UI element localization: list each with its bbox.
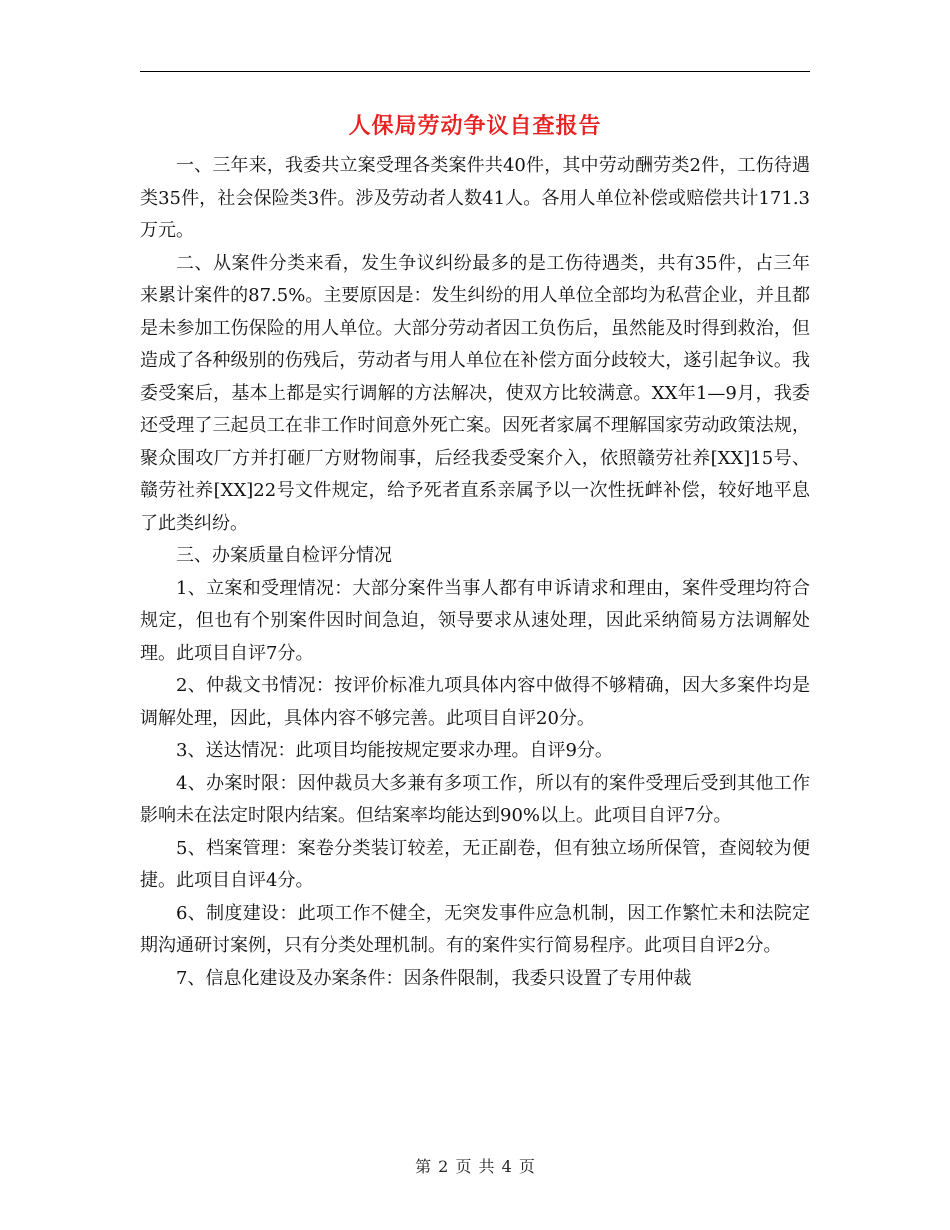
header-rule — [140, 71, 810, 72]
paragraph-item-5: 5、档案管理：案卷分类装订较差，无正副卷，但有独立场所保管，查阅较为便捷。此项目自评4分。 — [140, 837, 810, 891]
paragraph-item-7: 7、信息化建设及办案条件：因条件限制，我委只设置了专用仲裁 — [176, 967, 692, 989]
document-body — [140, 150, 810, 995]
paragraph-item-2: 2、仲裁文书情况：按评价标准九项具体内容中做得不够精确，因大多案件均是调解处理，因此，具体内容不够完善。此项目自评20分。 — [140, 675, 810, 729]
paragraph-item-3: 3、送达情况：此项目均能按规定要求办理。自评9分。 — [176, 740, 613, 761]
paragraph-section-heading: 三、办案质量自检评分情况 — [176, 545, 392, 566]
paragraph-item-4: 4、办案时限：因仲裁员大多兼有多项工作，所以有的案件受理后受到其他工作影响未在法定时限内结案。但结案率均能达到90%以上。此项目自评7分。 — [140, 772, 810, 826]
paragraph-summary: 一、三年来，我委共立案受理各类案件共40件，其中劳动酬劳类2件，工伤待遇类35件，社会保险类3件。涉及劳动者人数41人。各用人单位补偿或赔偿共计171.3万元。 — [140, 155, 810, 241]
paragraph-case-analysis: 二、从案件分类来看，发生争议纠纷最多的是工伤待遇类，共有35件，占三年来累计案件的87.5%。主要原因是：发生纠纷的用人单位全部均为私营企业，并且都是未参加工伤保险的用人单位。大部分劳动者因工负伤后，虽然能及时得到救治，但造成了各种级别的伤残后，劳动者与用人单位在补偿方面分歧较大，遂引起争议。我委受案后，基本上都是实行调解的方法解决，使双方比较满意。XX年1—9月，我委还受理了三起员工在非工作时间意外死亡案。因死者家属不理解国家劳动政策法规，聚众围攻厂方并打砸厂方财物闹事，后经我委受案介入，依照赣劳社养[XX]15号、赣劳社养[XX]22号文件规定，给予死者直系亲属予以一次性抚衅补偿，较好地平息了此类纠纷。 — [140, 252, 810, 534]
page-number-footer: 第 2 页 共 4 页 — [415, 1157, 535, 1176]
paragraph-item-6: 6、制度建设：此项工作不健全，无突发事件应急机制，因工作繁忙未和法院定期沟通研讨案例，只有分类处理机制。有的案件实行简易程序。此项目自评2分。 — [140, 902, 810, 956]
document-title: 人保局劳动争议自查报告 — [348, 113, 602, 139]
paragraph-item-1: 1、立案和受理情况：大部分案件当事人都有申诉请求和理由，案件受理均符合规定，但也有个别案件因时间急迫，领导要求从速处理，因此采纳简易方法调解处理。此项目自评7分。 — [140, 577, 810, 664]
